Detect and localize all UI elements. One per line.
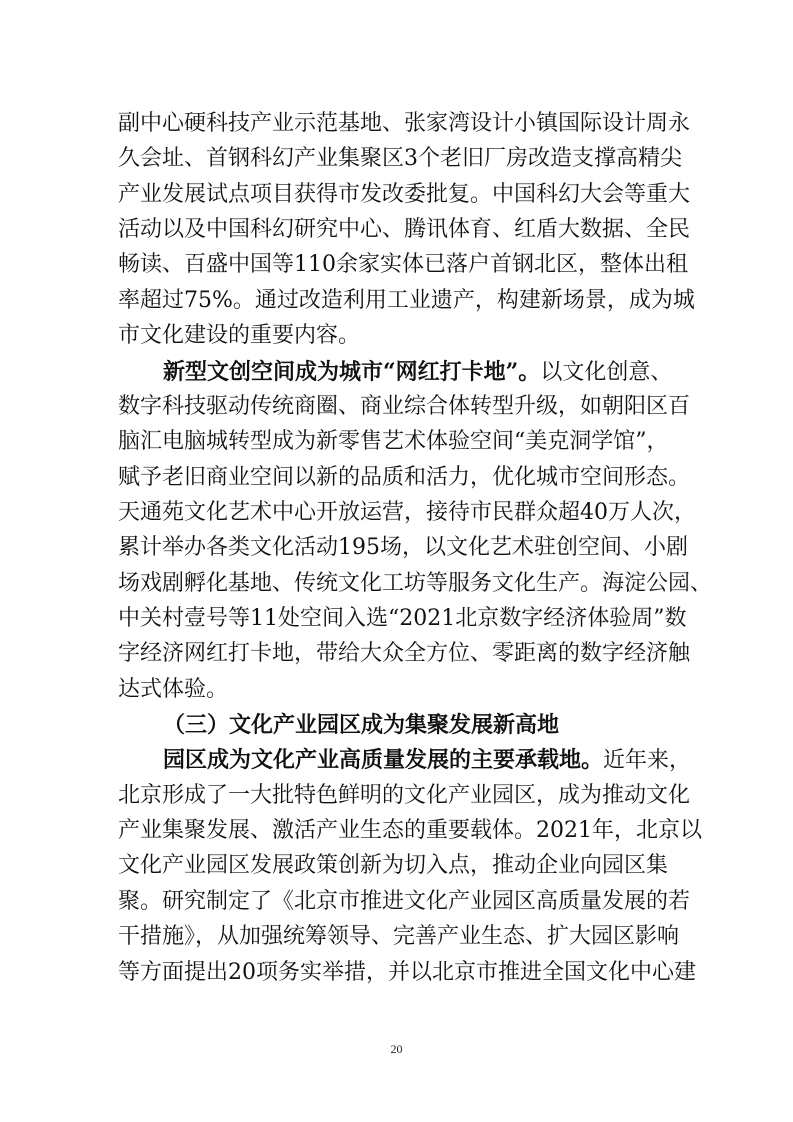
section-heading: （三）文化产业园区成为集聚发展新高地 bbox=[163, 712, 560, 738]
paragraph-first-line bbox=[163, 745, 692, 775]
body-text-line: 脑汇电脑城转型成为新零售艺术体验空间“美克洞学馆”， bbox=[118, 429, 669, 454]
body-text-line: 聚。研究制定了《北京市推进文化产业园区高质量发展的若 bbox=[118, 889, 691, 914]
body-text-line: 率超过75%。通过改造利用工业遗产，构建新场景，成为城 bbox=[118, 288, 695, 313]
page-number: 20 bbox=[390, 1042, 403, 1056]
paragraph-lead: 园区成为文化产业高质量发展的主要承载地。 bbox=[163, 747, 604, 773]
body-text-line: 中关村壹号等11处空间入选“2021北京数字经济体验周”数 bbox=[118, 606, 687, 631]
body-text-line: 干措施》，从加强统筹领导、完善产业生态、扩大园区影响 bbox=[118, 924, 680, 949]
body-text-line: 数字科技驱动传统商圈、商业综合体转型升级，如朝阳区百 bbox=[118, 394, 691, 419]
body-text-line: 产业发展试点项目获得市发改委批复。中国科幻大会等重大 bbox=[118, 182, 691, 207]
body-text-line: 北京形成了一大批特色鲜明的文化产业园区，成为推动文化 bbox=[118, 783, 691, 808]
body-text-line: 畅读、百盛中国等110余家实体已落户首钢北区，整体出租 bbox=[118, 252, 688, 277]
paragraph-first-rest: 近年来， bbox=[603, 748, 692, 773]
body-text-line: 等方面提出20项务实举措，并以北京市推进全国文化中心建 bbox=[118, 960, 696, 985]
paragraph-first-line bbox=[163, 357, 678, 387]
body-text-line: 副中心硬科技产业示范基地、张家湾设计小镇国际设计周永 bbox=[118, 111, 691, 136]
body-text-line: 场戏剧孵化基地、传统文化工坊等服务文化生产。海淀公园、 bbox=[118, 571, 713, 596]
body-text-line: 文化产业园区发展政策创新为切入点，推动企业向园区集 bbox=[118, 853, 669, 878]
body-text-line: 字经济网红打卡地，带给大众全方位、零距离的数字经济触 bbox=[118, 641, 691, 666]
body-text-line: 达式体验。 bbox=[118, 677, 229, 702]
body-text-line: 天通苑文化艺术中心开放运营，接待市民群众超40万人次， bbox=[118, 500, 696, 525]
body-text-line: 累计举办各类文化活动195场，以文化艺术驻创空间、小剧 bbox=[118, 535, 688, 560]
paragraph-first-rest: 以文化创意、 bbox=[540, 360, 673, 385]
body-text-line: 市文化建设的重要内容。 bbox=[118, 323, 361, 348]
body-text-line: 活动以及中国科幻研究中心、腾讯体育、红盾大数据、全民 bbox=[118, 217, 691, 242]
body-text-line: 赋予老旧商业空间以新的品质和活力，优化城市空间形态。 bbox=[118, 465, 691, 490]
paragraph-lead: 新型文创空间成为城市“网红打卡地”。 bbox=[163, 359, 541, 385]
body-text-line: 产业集聚发展、激活产业生态的重要载体。2021年，北京以 bbox=[118, 818, 702, 843]
body-text-line: 久会址、首钢科幻产业集聚区3个老旧厂房改造支撑高精尖 bbox=[118, 146, 682, 171]
